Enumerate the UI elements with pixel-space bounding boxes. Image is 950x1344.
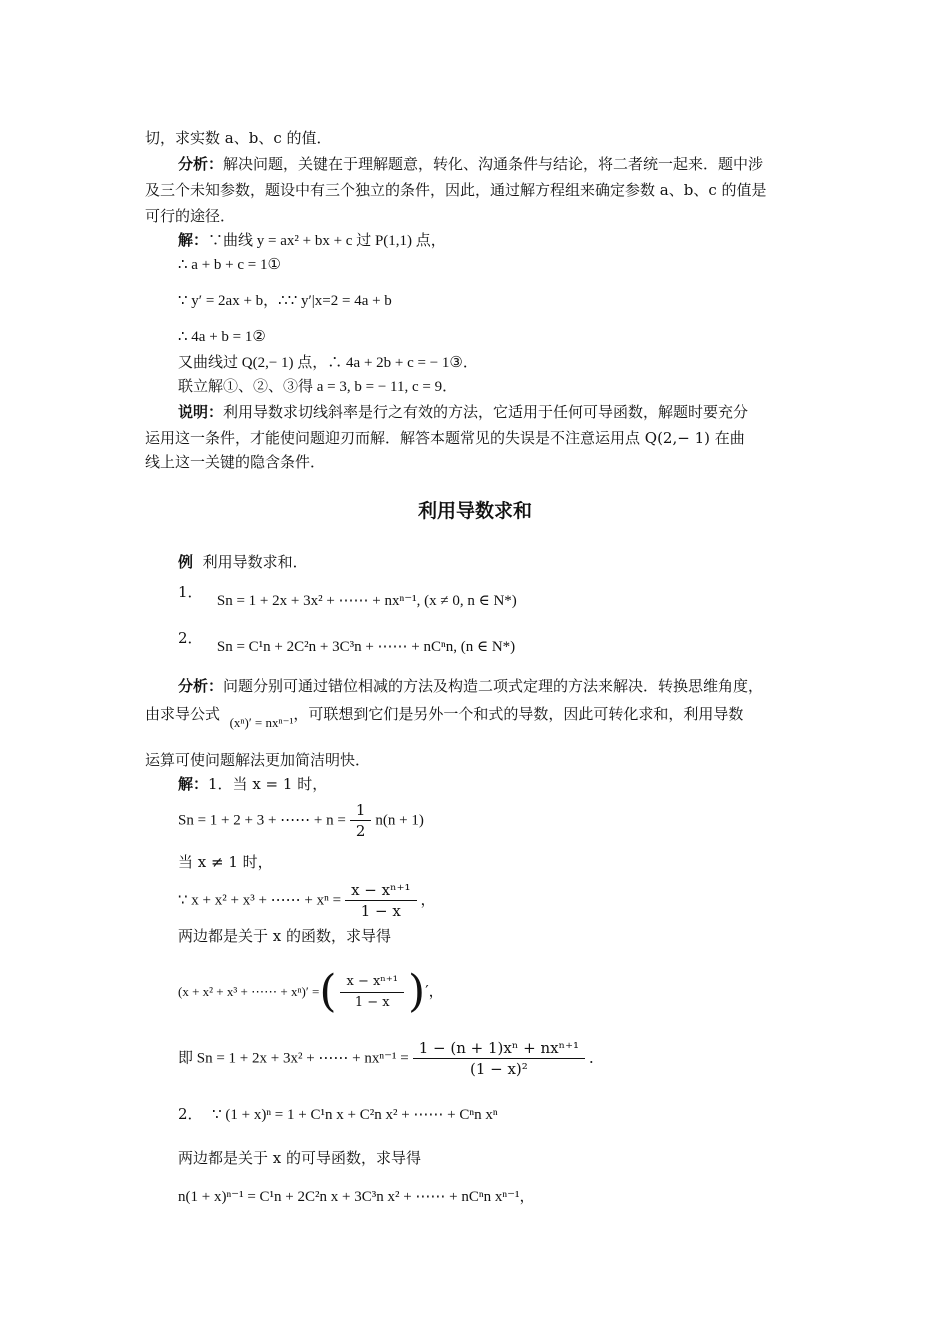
note-label: 说明： [178,403,224,421]
example-item-2: 2． Sn = C¹n + 2C²n + 3C³n + ⋯⋯ + nCⁿn, (n ∈ N*) [178,629,516,655]
equation: 又曲线过 Q(2,− 1) 点，∴ 4a + 2b + c = − 1③． [178,355,478,371]
equation: 即 Sn = 1 + 2x + 3x² + ⋯⋯ + nxⁿ⁻¹ = $\frac{\text{1 − (n + 1)xⁿ + nxⁿ⁺¹}}{\text{(1 − x)²}}$ ． [178,1039,605,1078]
text-line: 运算可使问题解法更加简洁明快． [145,751,371,769]
text-line: 由求导公式 (xⁿ)′ = nxⁿ⁻¹，可联想到它们是另外一个和式的导数，因此可转化求和，利用导数 [145,705,744,730]
equation: ∴ a + b + c = 1① [178,257,281,273]
example-item-1: 1． Sn = 1 + 2x + 3x² + ⋯⋯ + nxⁿ⁻¹, (x ≠ 0, n ∈ N*) [178,583,517,609]
equation: 2． ∵ (1 + x)ⁿ = 1 + C¹n x + C²n x² + ⋯⋯ + Cⁿn xⁿ [178,1105,498,1123]
text-line: 切，求实数 a、b、c 的值． [145,129,332,147]
analysis-label: 分析： [178,155,224,173]
analysis-label: 分析： [178,677,224,695]
equation: 联立解①、②、③得 a = 3, b = − 11, c = 9． [178,379,458,395]
equation: Sn = 1 + 2 + 3 + ⋯⋯ + n = $\frac{1}{2}$ n(n + 1) [178,801,424,840]
example-line: 例 利用导数求和． [178,553,308,571]
solution-label: 解： [178,775,209,793]
solution-line: 解：∵曲线 y = ax² + bx + c 过 P(1,1) 点， [178,231,446,249]
equation: ∴ 4a + b = 1② [178,329,266,345]
text-line: 及三个未知参数，题设中有三个独立的条件，因此，通过解方程组来确定参数 a、b、c 的值是 [145,181,767,199]
note-paragraph: 说明：利用导数求切线斜率是行之有效的方法，它适用于任何可导函数，解题时要充分 [178,403,749,421]
example-label: 例 [178,553,194,571]
text-line: 两边都是关于 x 的函数，求导得 [178,927,391,945]
section-title: 利用导数求和 [417,500,532,522]
text-line: 可行的途径． [145,207,236,225]
solution-line: 解：1．当 x = 1 时， [178,775,328,793]
analysis-paragraph: 分析：问题分别可通过错位相减的方法及构造二项式定理的方法来解决．转换思维角度， [178,677,764,695]
equation: ∵ x + x² + x³ + ⋯⋯ + xⁿ = $\frac{\text{x − xⁿ⁺¹}}{1 - x}$ ， [178,881,436,920]
solution-label: 解： [178,231,209,249]
equation: n(1 + x)ⁿ⁻¹ = C¹n + 2C²n x + 3C³n x² + ⋯⋯ + nCⁿn xⁿ⁻¹， [178,1189,535,1205]
text-line: 线上这一关键的隐含条件． [145,453,326,471]
text-line: 运用这一条件，才能使问题迎刃而解．解答本题常见的失误是不注意运用点 Q(2,− 1) 在曲 [145,429,745,447]
equation: 当 x ≠ 1 时， [178,853,273,871]
equation: ∵ y′ = 2ax + b，∴∵ y′|x=2 = 4a + b [178,293,392,309]
analysis-paragraph: 分析：解决问题，关键在于理解题意，转化、沟通条件与结论，将二者统一起来．题中涉 [178,155,764,173]
text-line: 两边都是关于 x 的可导函数，求导得 [178,1149,421,1167]
equation: (x + x² + x³ + ⋯⋯ + xⁿ)′ =( $\frac{\text{x − xⁿ⁺¹}}{1 - x}$ )′， [178,966,444,1017]
